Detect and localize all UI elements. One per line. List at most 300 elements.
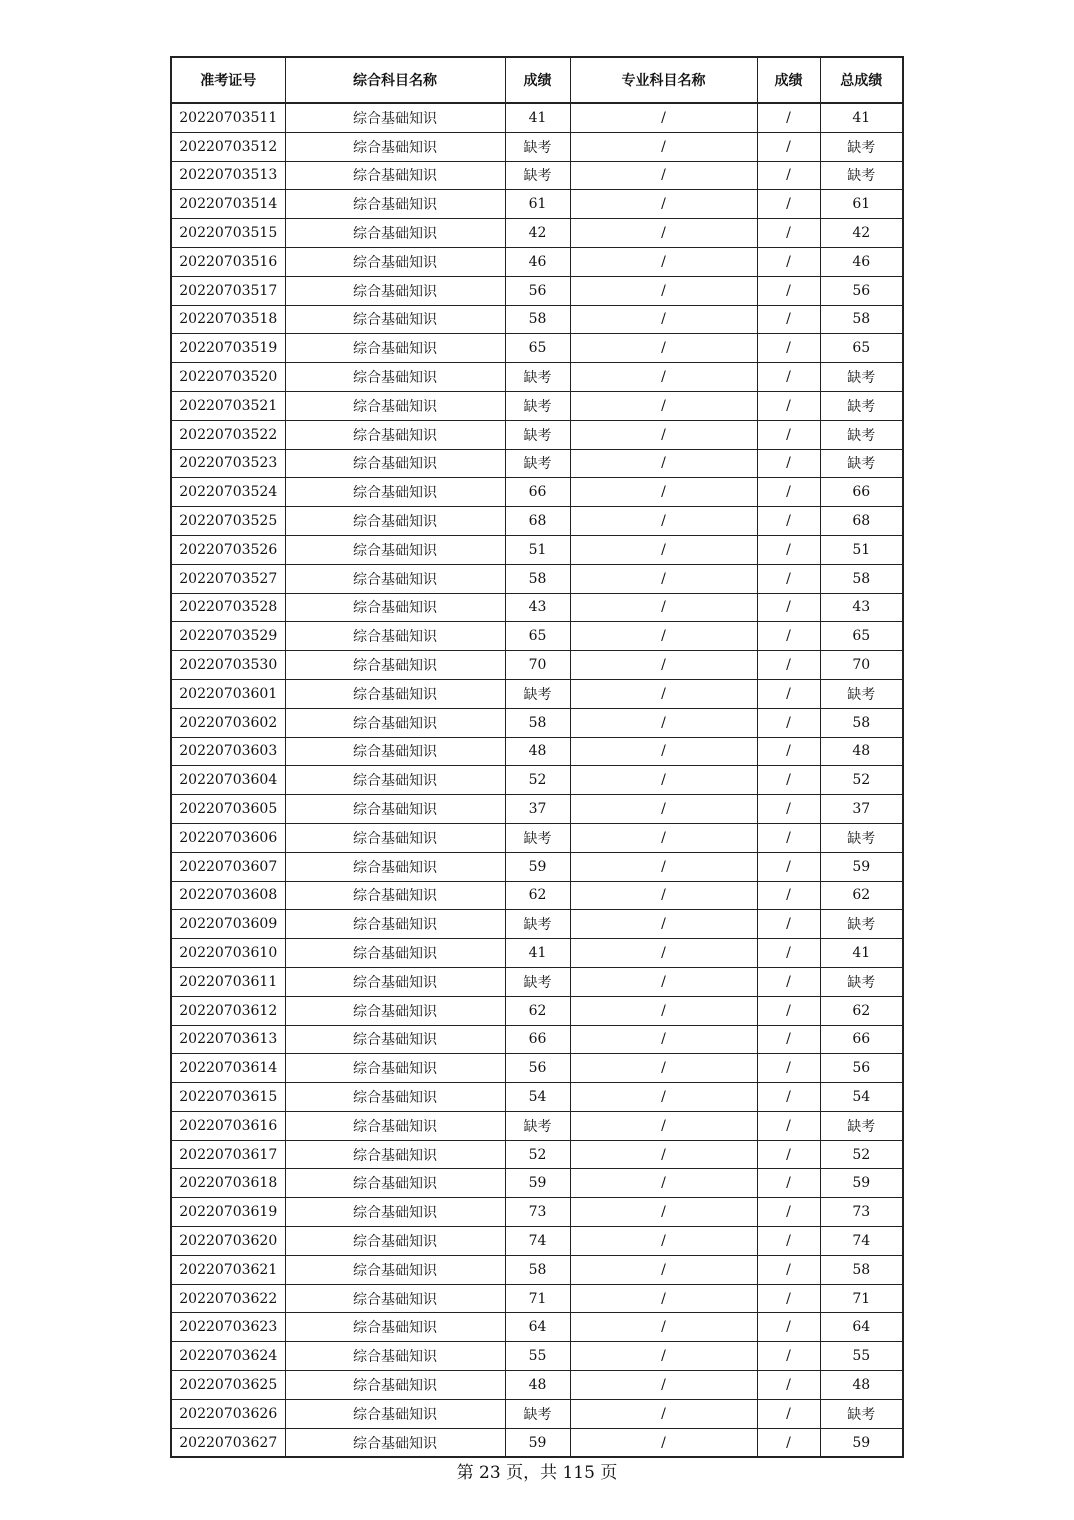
table-row (171, 1428, 903, 1457)
cell-exam-id: 20220703605 (171, 795, 285, 824)
table-row (171, 852, 903, 881)
cell-exam-id: 20220703527 (171, 564, 285, 593)
cell-major-subject: / (570, 651, 757, 680)
cell-major-score: / (757, 766, 820, 795)
cell-general-subject: 综合基础知识 (285, 795, 505, 824)
cell-general-score: 73 (505, 1198, 570, 1227)
table-row (171, 1255, 903, 1284)
table-row (171, 1083, 903, 1112)
cell-major-subject: / (570, 1313, 757, 1342)
cell-major-subject: / (570, 103, 757, 132)
cell-general-score: 65 (505, 622, 570, 651)
cell-exam-id: 20220703622 (171, 1284, 285, 1313)
cell-total-score: 58 (820, 1255, 903, 1284)
cell-general-subject: 综合基础知识 (285, 708, 505, 737)
table-row (171, 1313, 903, 1342)
cell-exam-id: 20220703518 (171, 305, 285, 334)
cell-exam-id: 20220703612 (171, 996, 285, 1025)
cell-major-score: / (757, 391, 820, 420)
cell-general-score: 56 (505, 1054, 570, 1083)
cell-major-subject: / (570, 564, 757, 593)
cell-major-subject: / (570, 1140, 757, 1169)
cell-exam-id: 20220703616 (171, 1111, 285, 1140)
cell-exam-id: 20220703625 (171, 1371, 285, 1400)
cell-major-subject: / (570, 1025, 757, 1054)
cell-total-score: 55 (820, 1342, 903, 1371)
cell-general-subject: 综合基础知识 (285, 247, 505, 276)
cell-major-score: / (757, 795, 820, 824)
cell-exam-id: 20220703514 (171, 190, 285, 219)
cell-exam-id: 20220703613 (171, 1025, 285, 1054)
cell-general-subject: 综合基础知识 (285, 766, 505, 795)
cell-major-subject: / (570, 737, 757, 766)
table-row (171, 478, 903, 507)
cell-exam-id: 20220703618 (171, 1169, 285, 1198)
cell-total-score: 缺考 (820, 823, 903, 852)
cell-major-subject: / (570, 363, 757, 392)
header-general-score: 成绩 (505, 57, 570, 103)
cell-general-subject: 综合基础知识 (285, 679, 505, 708)
cell-exam-id: 20220703627 (171, 1428, 285, 1457)
table-row (171, 449, 903, 478)
cell-general-subject: 综合基础知识 (285, 1284, 505, 1313)
cell-general-score: 55 (505, 1342, 570, 1371)
cell-total-score: 59 (820, 852, 903, 881)
cell-total-score: 73 (820, 1198, 903, 1227)
cell-exam-id: 20220703610 (171, 939, 285, 968)
cell-general-score: 缺考 (505, 1399, 570, 1428)
cell-major-subject: / (570, 852, 757, 881)
cell-total-score: 59 (820, 1428, 903, 1457)
cell-general-score: 37 (505, 795, 570, 824)
cell-major-subject: / (570, 593, 757, 622)
cell-major-score: / (757, 737, 820, 766)
cell-general-subject: 综合基础知识 (285, 996, 505, 1025)
table-row (171, 391, 903, 420)
cell-total-score: 54 (820, 1083, 903, 1112)
header-general-subject: 综合科目名称 (285, 57, 505, 103)
cell-total-score: 48 (820, 1371, 903, 1400)
cell-major-subject: / (570, 1054, 757, 1083)
cell-major-subject: / (570, 996, 757, 1025)
cell-general-score: 41 (505, 103, 570, 132)
cell-major-score: / (757, 910, 820, 939)
cell-total-score: 41 (820, 939, 903, 968)
cell-major-subject: / (570, 766, 757, 795)
table-row (171, 1054, 903, 1083)
cell-total-score: 68 (820, 507, 903, 536)
cell-major-score: / (757, 852, 820, 881)
cell-major-subject: / (570, 161, 757, 190)
cell-total-score: 缺考 (820, 420, 903, 449)
cell-major-score: / (757, 103, 820, 132)
table-row (171, 1227, 903, 1256)
cell-total-score: 74 (820, 1227, 903, 1256)
cell-total-score: 52 (820, 1140, 903, 1169)
cell-general-score: 缺考 (505, 449, 570, 478)
header-row (171, 57, 903, 103)
header-total-score: 总成绩 (820, 57, 903, 103)
cell-exam-id: 20220703619 (171, 1198, 285, 1227)
cell-total-score: 缺考 (820, 967, 903, 996)
cell-general-subject: 综合基础知识 (285, 967, 505, 996)
cell-general-subject: 综合基础知识 (285, 1428, 505, 1457)
cell-exam-id: 20220703529 (171, 622, 285, 651)
cell-exam-id: 20220703624 (171, 1342, 285, 1371)
header-major-subject: 专业科目名称 (570, 57, 757, 103)
cell-general-subject: 综合基础知识 (285, 1198, 505, 1227)
cell-exam-id: 20220703621 (171, 1255, 285, 1284)
cell-general-subject: 综合基础知识 (285, 132, 505, 161)
cell-major-subject: / (570, 1198, 757, 1227)
table-row (171, 1399, 903, 1428)
table-row (171, 564, 903, 593)
table-row (171, 507, 903, 536)
cell-major-score: / (757, 132, 820, 161)
cell-major-score: / (757, 1025, 820, 1054)
cell-total-score: 缺考 (820, 132, 903, 161)
cell-general-score: 缺考 (505, 391, 570, 420)
cell-general-score: 缺考 (505, 161, 570, 190)
table-row (171, 1169, 903, 1198)
cell-major-score: / (757, 1342, 820, 1371)
cell-general-subject: 综合基础知识 (285, 939, 505, 968)
cell-general-score: 74 (505, 1227, 570, 1256)
cell-major-subject: / (570, 1399, 757, 1428)
cell-major-score: / (757, 1198, 820, 1227)
cell-major-score: / (757, 1399, 820, 1428)
header-exam-id: 准考证号 (171, 57, 285, 103)
cell-major-subject: / (570, 1284, 757, 1313)
cell-total-score: 缺考 (820, 391, 903, 420)
table-row (171, 795, 903, 824)
cell-major-subject: / (570, 276, 757, 305)
table-row (171, 1284, 903, 1313)
cell-exam-id: 20220703530 (171, 651, 285, 680)
cell-major-score: / (757, 564, 820, 593)
cell-major-subject: / (570, 1111, 757, 1140)
table-row (171, 1111, 903, 1140)
cell-general-subject: 综合基础知识 (285, 507, 505, 536)
cell-general-subject: 综合基础知识 (285, 1054, 505, 1083)
cell-total-score: 56 (820, 1054, 903, 1083)
cell-major-subject: / (570, 478, 757, 507)
cell-major-score: / (757, 363, 820, 392)
cell-general-subject: 综合基础知识 (285, 651, 505, 680)
cell-major-score: / (757, 881, 820, 910)
cell-general-subject: 综合基础知识 (285, 881, 505, 910)
cell-general-score: 59 (505, 852, 570, 881)
cell-general-score: 42 (505, 219, 570, 248)
cell-major-score: / (757, 996, 820, 1025)
cell-general-subject: 综合基础知识 (285, 1083, 505, 1112)
cell-general-subject: 综合基础知识 (285, 420, 505, 449)
table-row (171, 161, 903, 190)
cell-major-score: / (757, 708, 820, 737)
cell-general-score: 58 (505, 305, 570, 334)
cell-total-score: 64 (820, 1313, 903, 1342)
cell-major-score: / (757, 651, 820, 680)
cell-total-score: 缺考 (820, 363, 903, 392)
cell-general-score: 51 (505, 535, 570, 564)
table-row (171, 910, 903, 939)
cell-general-score: 缺考 (505, 363, 570, 392)
table-row (171, 1198, 903, 1227)
cell-general-score: 缺考 (505, 1111, 570, 1140)
cell-major-score: / (757, 478, 820, 507)
cell-major-score: / (757, 593, 820, 622)
cell-major-score: / (757, 334, 820, 363)
cell-major-subject: / (570, 679, 757, 708)
cell-exam-id: 20220703516 (171, 247, 285, 276)
cell-major-subject: / (570, 939, 757, 968)
cell-major-subject: / (570, 420, 757, 449)
cell-general-subject: 综合基础知识 (285, 334, 505, 363)
cell-general-subject: 综合基础知识 (285, 161, 505, 190)
cell-exam-id: 20220703620 (171, 1227, 285, 1256)
cell-major-score: / (757, 1111, 820, 1140)
cell-general-score: 缺考 (505, 823, 570, 852)
cell-general-score: 66 (505, 478, 570, 507)
cell-major-subject: / (570, 1371, 757, 1400)
table-row (171, 1342, 903, 1371)
cell-general-score: 52 (505, 1140, 570, 1169)
cell-general-score: 56 (505, 276, 570, 305)
cell-major-subject: / (570, 449, 757, 478)
cell-major-subject: / (570, 219, 757, 248)
table-row (171, 939, 903, 968)
cell-total-score: 58 (820, 708, 903, 737)
cell-general-subject: 综合基础知识 (285, 1399, 505, 1428)
cell-total-score: 43 (820, 593, 903, 622)
cell-total-score: 70 (820, 651, 903, 680)
table-row (171, 766, 903, 795)
cell-exam-id: 20220703523 (171, 449, 285, 478)
cell-general-subject: 综合基础知识 (285, 363, 505, 392)
cell-general-subject: 综合基础知识 (285, 1169, 505, 1198)
cell-exam-id: 20220703608 (171, 881, 285, 910)
table-row (171, 737, 903, 766)
cell-general-score: 58 (505, 708, 570, 737)
cell-general-subject: 综合基础知识 (285, 219, 505, 248)
table-row (171, 651, 903, 680)
cell-exam-id: 20220703517 (171, 276, 285, 305)
table-row (171, 247, 903, 276)
cell-major-subject: / (570, 1342, 757, 1371)
cell-total-score: 46 (820, 247, 903, 276)
cell-general-subject: 综合基础知识 (285, 1025, 505, 1054)
cell-total-score: 缺考 (820, 679, 903, 708)
cell-general-subject: 综合基础知识 (285, 449, 505, 478)
cell-total-score: 缺考 (820, 161, 903, 190)
cell-major-score: / (757, 679, 820, 708)
table-row (171, 1140, 903, 1169)
cell-major-subject: / (570, 881, 757, 910)
cell-exam-id: 20220703520 (171, 363, 285, 392)
cell-major-score: / (757, 1140, 820, 1169)
cell-general-subject: 综合基础知识 (285, 593, 505, 622)
cell-total-score: 71 (820, 1284, 903, 1313)
cell-general-score: 缺考 (505, 420, 570, 449)
cell-total-score: 52 (820, 766, 903, 795)
table-row (171, 881, 903, 910)
cell-total-score: 59 (820, 1169, 903, 1198)
table-row (171, 679, 903, 708)
cell-exam-id: 20220703606 (171, 823, 285, 852)
cell-major-score: / (757, 1313, 820, 1342)
cell-major-subject: / (570, 507, 757, 536)
cell-total-score: 58 (820, 305, 903, 334)
cell-general-subject: 综合基础知识 (285, 564, 505, 593)
cell-general-subject: 综合基础知识 (285, 1371, 505, 1400)
cell-major-score: / (757, 1169, 820, 1198)
cell-exam-id: 20220703603 (171, 737, 285, 766)
cell-major-score: / (757, 507, 820, 536)
table-row (171, 276, 903, 305)
cell-general-score: 43 (505, 593, 570, 622)
cell-general-subject: 综合基础知识 (285, 737, 505, 766)
cell-total-score: 58 (820, 564, 903, 593)
cell-exam-id: 20220703611 (171, 967, 285, 996)
cell-general-subject: 综合基础知识 (285, 1111, 505, 1140)
cell-exam-id: 20220703623 (171, 1313, 285, 1342)
table-row (171, 132, 903, 161)
cell-general-subject: 综合基础知识 (285, 276, 505, 305)
cell-major-score: / (757, 276, 820, 305)
cell-total-score: 缺考 (820, 910, 903, 939)
cell-major-score: / (757, 1227, 820, 1256)
cell-major-score: / (757, 1371, 820, 1400)
cell-general-score: 64 (505, 1313, 570, 1342)
cell-general-subject: 综合基础知识 (285, 1140, 505, 1169)
cell-total-score: 42 (820, 219, 903, 248)
cell-general-subject: 综合基础知识 (285, 478, 505, 507)
table-row (171, 190, 903, 219)
cell-major-score: / (757, 1054, 820, 1083)
cell-total-score: 66 (820, 1025, 903, 1054)
cell-general-subject: 综合基础知识 (285, 910, 505, 939)
cell-general-subject: 综合基础知识 (285, 391, 505, 420)
cell-total-score: 61 (820, 190, 903, 219)
cell-total-score: 缺考 (820, 1111, 903, 1140)
cell-general-score: 59 (505, 1428, 570, 1457)
cell-exam-id: 20220703528 (171, 593, 285, 622)
table-row (171, 420, 903, 449)
cell-major-score: / (757, 1255, 820, 1284)
cell-major-subject: / (570, 622, 757, 651)
cell-general-subject: 综合基础知识 (285, 823, 505, 852)
cell-general-score: 71 (505, 1284, 570, 1313)
cell-general-score: 66 (505, 1025, 570, 1054)
cell-exam-id: 20220703513 (171, 161, 285, 190)
table-row (171, 996, 903, 1025)
cell-major-subject: / (570, 247, 757, 276)
cell-exam-id: 20220703522 (171, 420, 285, 449)
cell-total-score: 48 (820, 737, 903, 766)
cell-major-subject: / (570, 1428, 757, 1457)
cell-exam-id: 20220703602 (171, 708, 285, 737)
cell-major-subject: / (570, 305, 757, 334)
table-row (171, 1025, 903, 1054)
cell-general-score: 68 (505, 507, 570, 536)
cell-major-subject: / (570, 190, 757, 219)
cell-exam-id: 20220703512 (171, 132, 285, 161)
table-row (171, 967, 903, 996)
cell-exam-id: 20220703626 (171, 1399, 285, 1428)
cell-exam-id: 20220703614 (171, 1054, 285, 1083)
cell-exam-id: 20220703515 (171, 219, 285, 248)
cell-major-subject: / (570, 535, 757, 564)
page-number: 第 23 页，共 115 页 (456, 1463, 618, 1483)
cell-major-score: / (757, 161, 820, 190)
cell-general-score: 54 (505, 1083, 570, 1112)
table-row (171, 363, 903, 392)
cell-major-subject: / (570, 1169, 757, 1198)
cell-total-score: 51 (820, 535, 903, 564)
table-row (171, 219, 903, 248)
cell-major-score: / (757, 823, 820, 852)
cell-major-score: / (757, 190, 820, 219)
cell-exam-id: 20220703525 (171, 507, 285, 536)
cell-total-score: 65 (820, 334, 903, 363)
table-body (171, 103, 903, 1457)
cell-general-score: 52 (505, 766, 570, 795)
cell-exam-id: 20220703524 (171, 478, 285, 507)
header-major-score: 成绩 (757, 57, 820, 103)
cell-general-subject: 综合基础知识 (285, 1227, 505, 1256)
cell-major-score: / (757, 420, 820, 449)
table-row (171, 535, 903, 564)
cell-major-subject: / (570, 391, 757, 420)
cell-general-score: 59 (505, 1169, 570, 1198)
table-header (171, 57, 903, 103)
cell-major-score: / (757, 219, 820, 248)
cell-general-score: 65 (505, 334, 570, 363)
cell-major-score: / (757, 1284, 820, 1313)
cell-general-subject: 综合基础知识 (285, 103, 505, 132)
cell-total-score: 65 (820, 622, 903, 651)
cell-total-score: 62 (820, 881, 903, 910)
cell-exam-id: 20220703615 (171, 1083, 285, 1112)
cell-exam-id: 20220703617 (171, 1140, 285, 1169)
cell-exam-id: 20220703601 (171, 679, 285, 708)
cell-major-score: / (757, 535, 820, 564)
cell-general-score: 缺考 (505, 679, 570, 708)
table-row (171, 334, 903, 363)
cell-general-score: 缺考 (505, 132, 570, 161)
cell-major-score: / (757, 967, 820, 996)
cell-major-subject: / (570, 823, 757, 852)
cell-general-subject: 综合基础知识 (285, 305, 505, 334)
cell-exam-id: 20220703521 (171, 391, 285, 420)
cell-general-score: 62 (505, 996, 570, 1025)
cell-general-score: 48 (505, 737, 570, 766)
cell-general-subject: 综合基础知识 (285, 535, 505, 564)
cell-major-score: / (757, 305, 820, 334)
cell-total-score: 66 (820, 478, 903, 507)
cell-major-subject: / (570, 132, 757, 161)
cell-major-subject: / (570, 910, 757, 939)
table-row (171, 593, 903, 622)
cell-general-subject: 综合基础知识 (285, 1255, 505, 1284)
cell-total-score: 缺考 (820, 1399, 903, 1428)
cell-major-score: / (757, 1428, 820, 1457)
cell-total-score: 37 (820, 795, 903, 824)
cell-total-score: 62 (820, 996, 903, 1025)
cell-general-score: 缺考 (505, 967, 570, 996)
table-row (171, 1371, 903, 1400)
cell-exam-id: 20220703604 (171, 766, 285, 795)
